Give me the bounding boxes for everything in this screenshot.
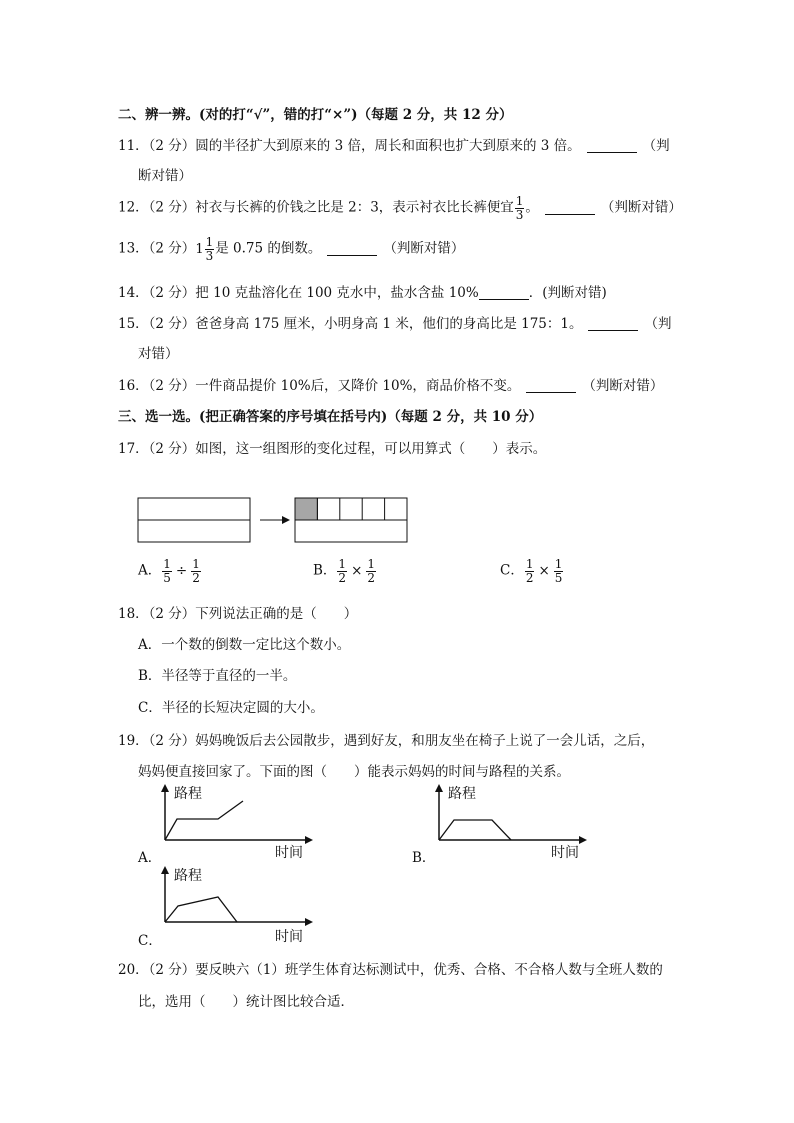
q13-text: 是 0.75 的倒数。: [215, 240, 322, 257]
question-14: [118, 281, 607, 301]
q15-tail: （判: [644, 316, 672, 332]
question-20-line1: 20．（2 分）要反映六（1）班学生体育达标测试中，优秀、合格、不合格人数与全班人数的: [118, 962, 663, 978]
q19-graph-a[interactable]: [155, 782, 315, 860]
q18-option-b[interactable]: B．半径等于直径的一半。: [138, 668, 297, 684]
question-17: 17．（2 分）如图，这一组图形的变化过程，可以用算式（ ）表示。: [118, 441, 547, 457]
question-19-line1: 19．（2 分）妈妈晚饭后去公园散步，遇到好友，和朋友坐在椅子上说了一会儿话，之后，: [118, 733, 655, 749]
question-12: 12．（2 分）衬衣与长裤的价钱之比是 2：3，表示衬衣比长裤便宜 $\frac{1}{3}$ 。 （判断对错）: [118, 194, 682, 222]
section-2-header: 二、辨一辨。(对的打“√”，错的打“×”)（每题 2 分，共 12 分）: [118, 107, 513, 123]
axis-arrow-up-icon: [161, 866, 169, 874]
q17-shaded-cell: [295, 498, 317, 520]
question-13: 13．（2 分）1 $\frac{1}{3}$ 是 0.75 的倒数。 （判断对错）: [118, 235, 465, 263]
q13-fraction: $\frac{1}{3}$: [205, 235, 214, 263]
q19-option-b-label[interactable]: B．: [412, 850, 436, 866]
q16-text: 16．（2 分）一件商品提价 10%后，又降价 10%，商品价格不变。: [118, 378, 521, 394]
section-3-header: 三、选一选。(把正确答案的序号填在括号内)（每题 2 分，共 10 分）: [118, 409, 543, 425]
q15-answer-blank[interactable]: [588, 317, 638, 332]
q19-graph-a-line: [165, 801, 243, 840]
q14-answer-blank[interactable]: [479, 286, 529, 301]
q13-tail: （判断对错）: [383, 240, 465, 257]
q19-graph-c-line: [165, 897, 237, 922]
q17-option-a[interactable]: A． $\frac{1}{5}$ ÷ $\frac{1}{2}$: [138, 557, 200, 585]
q11-text: 11．（2 分）圆的半径扩大到原来的 3 倍，周长和面积也扩大到原来的 3 倍。: [118, 138, 581, 154]
q14-text: 14．（2 分）把 10 克盐溶化在 100 克水中，盐水含盐 10%: [118, 285, 479, 301]
q19-graph-c[interactable]: [155, 864, 315, 944]
q17-option-b[interactable]: B． $\frac{1}{2}$ × $\frac{1}{2}$: [313, 557, 376, 585]
q19-option-a-label[interactable]: A．: [138, 850, 162, 866]
q11-line2: 断对错）: [138, 168, 192, 184]
q11-tail: （判: [642, 138, 670, 154]
axis-arrow-right-icon: [305, 918, 313, 926]
axis-arrow-right-icon: [579, 836, 587, 844]
q13-answer-blank[interactable]: [327, 241, 377, 256]
axis-arrow-up-icon: [161, 784, 169, 792]
x-axis-label: 时间: [275, 929, 303, 944]
q12-text: 12．（2 分）衬衣与长裤的价钱之比是 2：3，表示衬衣比长裤便宜: [118, 199, 514, 216]
y-axis-label: 路程: [448, 786, 476, 802]
q16-tail: （判断对错）: [582, 378, 664, 394]
q19-option-c-label[interactable]: C．: [138, 933, 162, 949]
axis-arrow-up-icon: [435, 784, 443, 792]
q17-figure: [136, 496, 412, 546]
q12-fraction: $\frac{1}{3}$: [515, 194, 524, 222]
question-16: [118, 374, 663, 394]
x-axis-label: 时间: [275, 845, 303, 860]
q13-mixed-whole: 1: [195, 241, 204, 257]
q11-answer-blank[interactable]: [587, 139, 637, 154]
q14-tail: ．(判断对错): [528, 285, 607, 301]
question-11: [118, 134, 670, 154]
q18-option-c[interactable]: C．半径的长短决定圆的大小。: [138, 700, 324, 716]
y-axis-label: 路程: [174, 868, 202, 884]
q19-graph-b[interactable]: [429, 782, 589, 860]
q15-line2: 对错）: [138, 346, 179, 362]
q16-answer-blank[interactable]: [526, 379, 576, 394]
q17-option-c[interactable]: C． $\frac{1}{2}$ × $\frac{1}{5}$: [500, 557, 563, 585]
y-axis-label: 路程: [174, 786, 202, 802]
q15-text: 15．（2 分）爸爸身高 175 厘米，小明身高 1 米，他们的身高比是 175：1。: [118, 316, 583, 332]
question-18: 18．（2 分）下列说法正确的是（ ）: [118, 606, 358, 622]
x-axis-label: 时间: [551, 845, 579, 860]
question-20-line2: 比，选用（ ）统计图比较合适．: [138, 994, 354, 1010]
axis-arrow-right-icon: [305, 836, 313, 844]
q12-answer-blank[interactable]: [545, 200, 595, 215]
q18-option-a[interactable]: A．一个数的倒数一定比这个数小。: [138, 637, 351, 653]
arrow-right-icon: [282, 516, 290, 524]
question-19-line2: 妈妈便直接回家了。下面的图（ ）能表示妈妈的时间与路程的关系。: [138, 764, 570, 780]
question-15: [118, 312, 671, 332]
q19-graph-b-line: [439, 820, 511, 840]
q12-tail: （判断对错）: [600, 199, 682, 216]
